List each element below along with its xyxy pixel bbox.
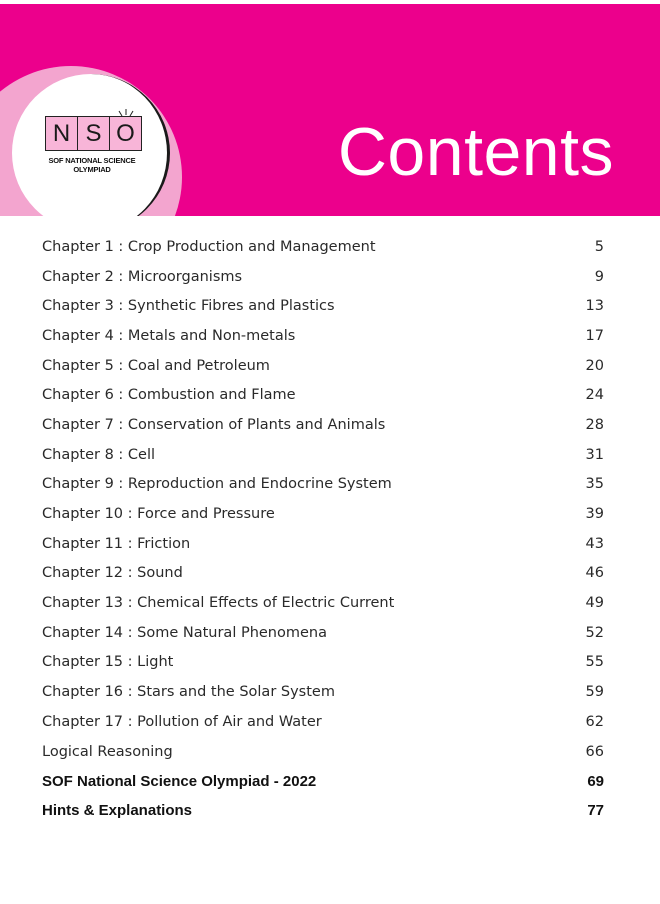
toc-entry[interactable] — [42, 321, 604, 351]
toc-entry-label: Chapter 3 : Synthetic Fibres and Plastics — [42, 298, 335, 315]
toc-entry-page: 20 — [585, 357, 604, 374]
toc-entry[interactable] — [42, 470, 604, 500]
toc-entry-page: 66 — [585, 743, 604, 760]
toc-entry[interactable] — [42, 766, 604, 796]
toc-entry[interactable] — [42, 529, 604, 559]
toc-entry-page: 13 — [585, 298, 604, 315]
table-of-contents — [42, 232, 604, 826]
toc-entry[interactable] — [42, 677, 604, 707]
toc-entry[interactable] — [42, 499, 604, 529]
toc-entry[interactable] — [42, 618, 604, 648]
toc-entry-label: Chapter 10 : Force and Pressure — [42, 506, 275, 523]
logo-letter-o: O — [110, 117, 141, 150]
header-banner — [0, 4, 660, 216]
toc-entry[interactable] — [42, 380, 604, 410]
toc-entry-page: 31 — [585, 446, 604, 463]
toc-entry-label: Hints & Explanations — [42, 802, 193, 820]
toc-entry-page: 46 — [585, 565, 604, 582]
toc-entry[interactable] — [42, 648, 604, 678]
toc-entry[interactable] — [42, 796, 604, 826]
lightbulb-icon — [116, 109, 136, 117]
logo-letter-n: N — [46, 117, 78, 150]
toc-entry-label: Logical Reasoning — [42, 743, 173, 760]
logo-letter-s: S — [78, 117, 110, 150]
toc-entry[interactable] — [42, 410, 604, 440]
toc-entry-label: Chapter 2 : Microorganisms — [42, 268, 243, 285]
toc-entry-label: Chapter 15 : Light — [42, 654, 174, 671]
toc-entry-label: Chapter 13 : Chemical Effects of Electric Current — [42, 595, 395, 612]
logo-caption-line1: SOF NATIONAL SCIENCE — [48, 156, 136, 165]
toc-entry-page: 35 — [585, 476, 604, 493]
toc-entry-label: Chapter 6 : Combustion and Flame — [42, 387, 296, 404]
page-title: Contents — [337, 114, 614, 190]
toc-entry-label: Chapter 17 : Pollution of Air and Water — [42, 713, 322, 730]
toc-entry-label: Chapter 4 : Metals and Non-metals — [42, 327, 296, 344]
toc-entry-page: 77 — [587, 802, 604, 820]
toc-entry[interactable] — [42, 262, 604, 292]
toc-entry-page: 9 — [594, 268, 604, 285]
toc-entry-label: Chapter 14 : Some Natural Phenomena — [42, 624, 327, 641]
toc-entry-page: 69 — [587, 772, 604, 790]
toc-entry-page: 39 — [585, 506, 604, 523]
toc-entry-label: Chapter 8 : Cell — [42, 446, 156, 463]
toc-entry[interactable] — [42, 440, 604, 470]
toc-entry-label: Chapter 7 : Conservation of Plants and Animals — [42, 416, 386, 433]
toc-entry[interactable] — [42, 737, 604, 767]
toc-entry-page: 24 — [585, 387, 604, 404]
toc-entry-page: 55 — [585, 654, 604, 671]
toc-entry-page: 17 — [585, 327, 604, 344]
toc-entry-label: Chapter 1 : Crop Production and Management — [42, 238, 376, 255]
toc-entry[interactable] — [42, 559, 604, 589]
toc-entry-page: 59 — [585, 684, 604, 701]
toc-entry-label: Chapter 16 : Stars and the Solar System — [42, 684, 335, 701]
logo-caption-line2: OLYMPIAD — [73, 165, 111, 174]
toc-entry-page: 28 — [585, 416, 604, 433]
toc-entry-label: Chapter 9 : Reproduction and Endocrine System — [42, 476, 392, 493]
toc-entry[interactable] — [42, 707, 604, 737]
toc-entry[interactable] — [42, 351, 604, 381]
toc-entry[interactable] — [42, 291, 604, 321]
toc-entry-label: Chapter 12 : Sound — [42, 565, 183, 582]
toc-entry-page: 62 — [585, 713, 604, 730]
toc-entry-page: 52 — [585, 624, 604, 641]
toc-entry-label: SOF National Science Olympiad - 2022 — [42, 772, 317, 790]
toc-entry[interactable] — [42, 588, 604, 618]
nso-logo — [45, 116, 142, 151]
toc-entry[interactable] — [42, 232, 604, 262]
logo-caption — [40, 156, 144, 174]
toc-entry-label: Chapter 11 : Friction — [42, 535, 191, 552]
toc-entry-page: 5 — [594, 238, 604, 255]
toc-entry-page: 43 — [585, 535, 604, 552]
toc-entry-page: 49 — [585, 595, 604, 612]
toc-entry-label: Chapter 5 : Coal and Petroleum — [42, 357, 270, 374]
